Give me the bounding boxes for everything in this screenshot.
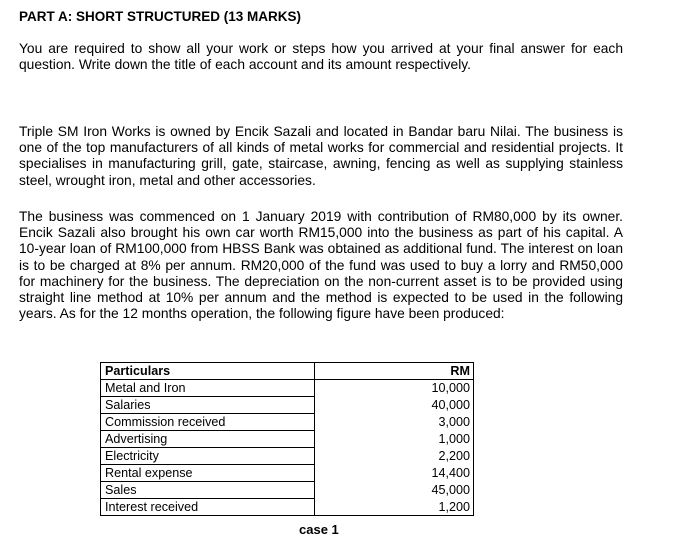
table-cell-amount: 14,400 [315,465,474,482]
table-cell-particulars: Metal and Iron [101,380,315,397]
table-row [101,482,474,499]
table-cell-amount: 2,200 [315,448,474,465]
table-cell-amount: 40,000 [315,397,474,414]
amount-column-header: RM [315,363,474,380]
particulars-column-header: Particulars [101,363,315,380]
section-heading: PART A: SHORT STRUCTURED (13 MARKS) [19,9,301,24]
table-cell-particulars: Sales [101,482,315,499]
table-row [101,448,474,465]
table-cell-amount: 45,000 [315,482,474,499]
table-cell-particulars: Interest received [101,499,315,516]
table-row [101,397,474,414]
case-label: case 1 [299,522,339,537]
table-cell-amount: 10,000 [315,380,474,397]
table-row [101,380,474,397]
table-row [101,414,474,431]
business-description-paragraph: Triple SM Iron Works is owned by Encik Sazali and located in Bandar baru Nilai. The business is one of the top manufacturers of all kinds of metal works for commercial and residential projects. It specialises in manufacturing grill, gate, staircase, awning, fencing as well as supplying stainless steel, wrought iron, metal and other accessories. [19,124,623,188]
instructions-paragraph: You are required to show all your work or steps how you arrived at your final answer for each question. Write down the title of each account and its amount respectively. [19,41,623,73]
business-details-paragraph: The business was commenced on 1 January 2019 with contribution of RM80,000 by its owner. Encik Sazali also brought his own car worth RM15,000 into the business as part of his capital. A 10-year loan of RM100,000 from HBSS Bank was obtained as additional fund. The interest on loan is to be charged at 8% per annum. RM20,000 of the fund was used to buy a lorry and RM50,000 for machinery for the business. The depreciation on the non-current asset is to be provided using straight line method at 10% per annum and the method is expected to be used in the following years. As for the 12 months operation, the following figure have been produced: [19,209,623,322]
table-cell-particulars: Commission received [101,414,315,431]
table-cell-amount: 1,200 [315,499,474,516]
table-cell-particulars: Advertising [101,431,315,448]
table-row [101,499,474,516]
table-cell-particulars: Rental expense [101,465,315,482]
table-cell-amount: 1,000 [315,431,474,448]
table-cell-amount: 3,000 [315,414,474,431]
figures-table [100,362,474,516]
table-header-row [101,363,474,380]
table-row [101,465,474,482]
table-cell-particulars: Electricity [101,448,315,465]
table-row [101,431,474,448]
table-cell-particulars: Salaries [101,397,315,414]
